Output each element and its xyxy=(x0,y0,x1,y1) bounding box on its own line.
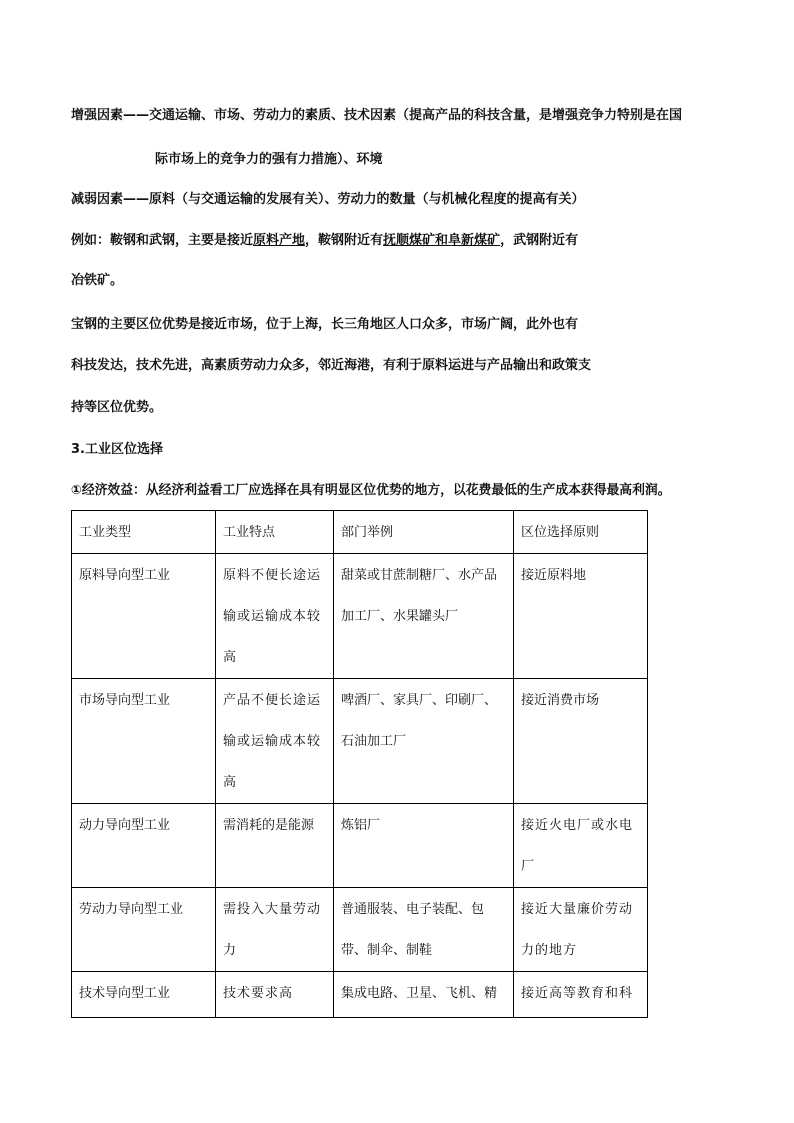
cell-principle: 接近原料地 xyxy=(514,554,648,679)
strengthen-factors-line-1: 增强因素——交通运输、市场、劳动力的素质、技术因素（提高产品的科技含量，是增强竞争力特别是在国 xyxy=(71,108,683,123)
cell-feature: 需投入大量劳动力 xyxy=(216,888,334,972)
cell-examples: 甜菜或甘蔗制糖厂、水产品加工厂、水果罐头厂 xyxy=(334,554,514,679)
header-location-principle: 区位选择原则 xyxy=(514,511,648,554)
table-row xyxy=(72,804,648,888)
cell-type: 动力导向型工业 xyxy=(72,804,216,888)
table-row xyxy=(72,888,648,972)
table-row xyxy=(72,679,648,804)
header-industry-feature: 工业特点 xyxy=(216,511,334,554)
example-text-a: 例如：鞍钢和武钢，主要是接近 xyxy=(71,233,254,248)
cell-principle: 接近大量廉价劳动力的地方 xyxy=(514,888,648,972)
baosteel-line-2: 科技发达，技术先进，高素质劳动力众多，邻近海港，有利于原料运进与产品输出和政策支 xyxy=(71,358,592,373)
cell-type: 劳动力导向型工业 xyxy=(72,888,216,972)
baosteel-line-3: 持等区位优势。 xyxy=(71,400,163,415)
table-row xyxy=(72,972,648,1018)
cell-principle: 接近消费市场 xyxy=(514,679,648,804)
section-title: 3.工业区位选择 xyxy=(71,442,163,457)
example-line-2: 冶铁矿。 xyxy=(71,273,124,288)
example-underline-coal-mines: 抚顺煤矿和阜新煤矿 xyxy=(383,233,501,248)
cell-type: 市场导向型工业 xyxy=(72,679,216,804)
table-row xyxy=(72,554,648,679)
example-line-1 xyxy=(71,232,578,250)
cell-feature: 产品不便长途运输或运输成本较高 xyxy=(216,679,334,804)
cell-type: 原料导向型工业 xyxy=(72,554,216,679)
cell-examples: 集成电路、卫星、飞机、精 xyxy=(334,972,514,1018)
weaken-factors-line: 减弱因素——原料（与交通运输的发展有关）、劳动力的数量（与机械化程度的提高有关） xyxy=(71,192,585,207)
industry-location-table xyxy=(71,510,648,1018)
table-header-row xyxy=(72,511,648,554)
header-industry-type: 工业类型 xyxy=(72,511,216,554)
cell-examples: 普通服装、电子装配、包带、制伞、制鞋 xyxy=(334,888,514,972)
cell-feature: 原料不便长途运输或运输成本较高 xyxy=(216,554,334,679)
strengthen-factors-line-2: 际市场上的竞争力的强有力措施）、环境 xyxy=(155,152,383,167)
cell-type: 技术导向型工业 xyxy=(72,972,216,1018)
cell-principle: 接近火电厂或水电厂 xyxy=(514,804,648,888)
baosteel-line-1: 宝钢的主要区位优势是接近市场，位于上海，长三角地区人口众多，市场广阔，此外也有 xyxy=(71,317,579,332)
cell-examples: 啤酒厂、家具厂、印刷厂、石油加工厂 xyxy=(334,679,514,804)
cell-examples: 炼铝厂 xyxy=(334,804,514,888)
cell-feature: 需消耗的是能源 xyxy=(216,804,334,888)
cell-feature: 技术要求高 xyxy=(216,972,334,1018)
example-text-b: ，鞍钢附近有 xyxy=(305,233,384,248)
example-text-c: ，武钢附近有 xyxy=(500,233,579,248)
example-underline-raw-material: 原料产地 xyxy=(253,233,306,248)
header-department-examples: 部门举例 xyxy=(334,511,514,554)
cell-principle: 接近高等教育和科 xyxy=(514,972,648,1018)
economic-benefit-line: ①经济效益：从经济利益看工厂应选择在具有明显区位优势的地方，以花费最低的生产成本获得最高利润。 xyxy=(71,483,671,498)
